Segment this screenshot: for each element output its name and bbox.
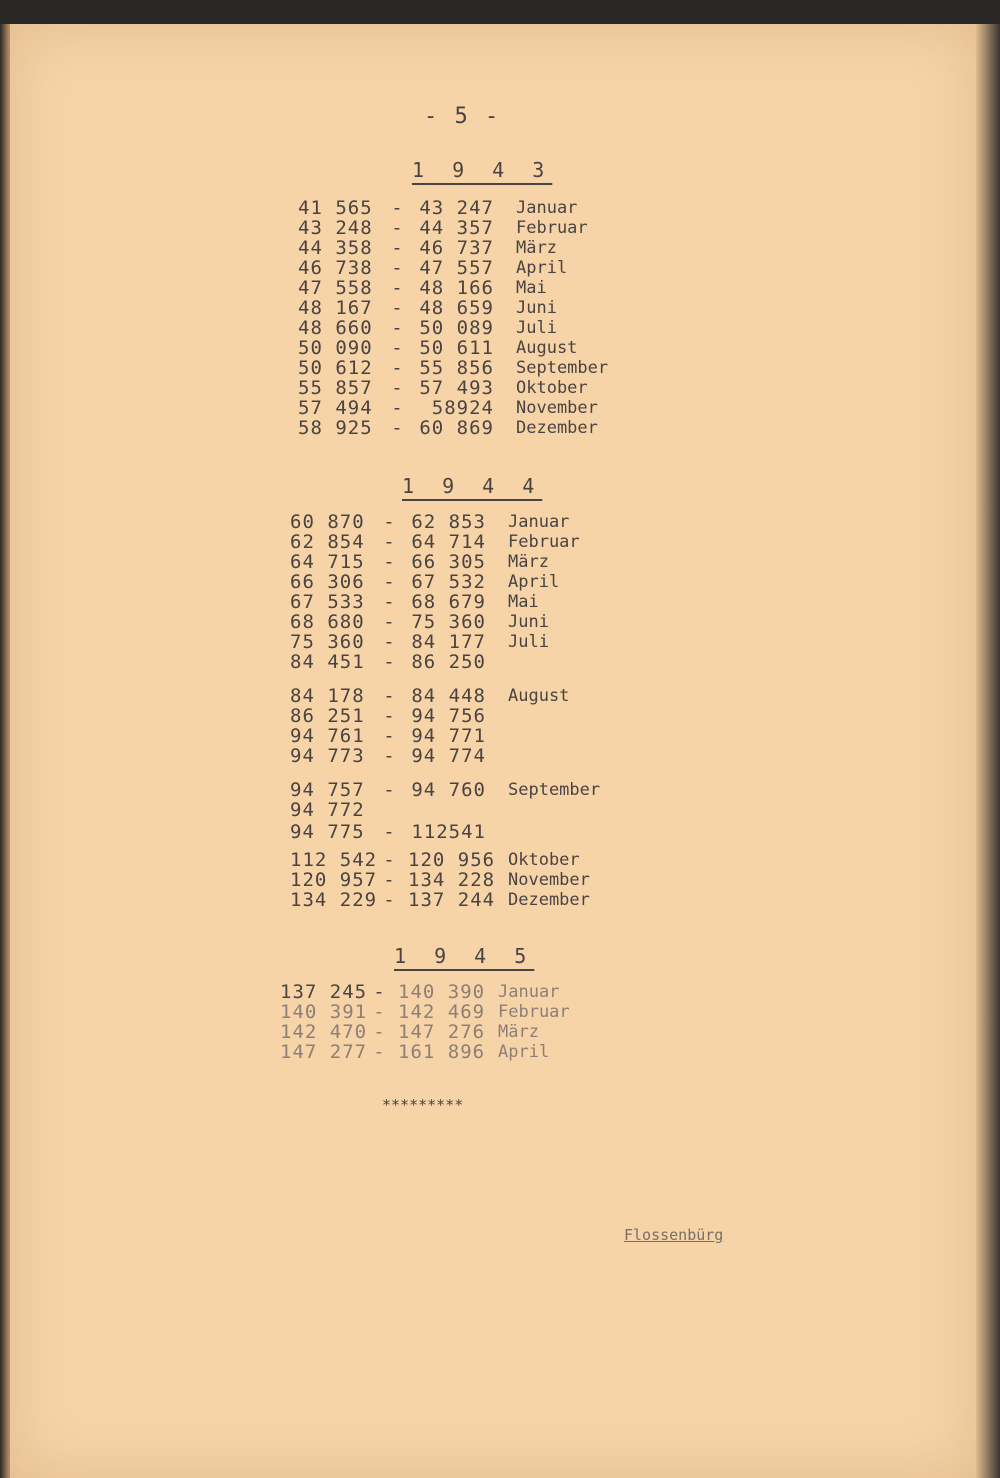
range-dash: - bbox=[383, 685, 395, 707]
range-start: 94 775 bbox=[290, 821, 365, 843]
year-heading-1944: 1 9 4 4 bbox=[402, 474, 543, 498]
range-end: 120 956 bbox=[408, 849, 496, 871]
range-dash: - bbox=[383, 631, 395, 653]
range-end: 46 737 bbox=[419, 237, 494, 259]
range-end: 140 390 bbox=[398, 981, 486, 1003]
range-start: 84 451 bbox=[290, 651, 365, 673]
range-start: 46 738 bbox=[298, 257, 373, 279]
range-start: 68 680 bbox=[290, 611, 365, 633]
range-dash: - bbox=[391, 377, 403, 399]
range-end: 134 228 bbox=[408, 869, 496, 891]
range-dash: - bbox=[391, 277, 403, 299]
range-end: 75 360 bbox=[411, 611, 486, 633]
separator-stars: ********* bbox=[382, 1096, 464, 1114]
month-label: Mai bbox=[516, 278, 547, 298]
range-end: 94 760 bbox=[411, 779, 486, 801]
range-end: 86 250 bbox=[411, 651, 486, 673]
range-end: 67 532 bbox=[411, 571, 486, 593]
range-end: 48 166 bbox=[419, 277, 494, 299]
range-end: 94 771 bbox=[411, 725, 486, 747]
range-dash: - bbox=[391, 257, 403, 279]
range-dash: - bbox=[391, 297, 403, 319]
range-end: 112541 bbox=[411, 821, 486, 843]
range-start: 140 391 bbox=[280, 1001, 368, 1023]
range-dash: - bbox=[373, 1021, 385, 1043]
month-label: Dezember bbox=[516, 418, 598, 438]
range-end: 55 856 bbox=[419, 357, 494, 379]
month-label: Februar bbox=[498, 1002, 570, 1022]
range-dash: - bbox=[391, 237, 403, 259]
range-dash: - bbox=[391, 217, 403, 239]
range-start: 44 358 bbox=[298, 237, 373, 259]
month-label: Mai bbox=[508, 592, 539, 612]
range-end: 47 557 bbox=[419, 257, 494, 279]
range-start: 62 854 bbox=[290, 531, 365, 553]
range-end: 142 469 bbox=[398, 1001, 486, 1023]
range-end: 64 714 bbox=[411, 531, 486, 553]
range-start: 94 761 bbox=[290, 725, 365, 747]
month-label: Februar bbox=[508, 532, 580, 552]
range-dash: - bbox=[373, 981, 385, 1003]
range-start: 137 245 bbox=[280, 981, 368, 1003]
month-label: April bbox=[498, 1042, 550, 1062]
range-end: 137 244 bbox=[408, 889, 496, 911]
range-end: 84 177 bbox=[411, 631, 486, 653]
range-dash: - bbox=[373, 1001, 385, 1023]
month-label: April bbox=[508, 572, 560, 592]
month-label: Januar bbox=[498, 982, 560, 1002]
range-dash: - bbox=[383, 849, 395, 871]
range-start: 120 957 bbox=[290, 869, 378, 891]
range-dash: - bbox=[383, 889, 395, 911]
year-heading-1945: 1 9 4 5 bbox=[394, 944, 535, 968]
range-start: 47 558 bbox=[298, 277, 373, 299]
range-start: 64 715 bbox=[290, 551, 365, 573]
month-label: September bbox=[516, 358, 609, 378]
range-end: 44 357 bbox=[419, 217, 494, 239]
range-dash: - bbox=[391, 197, 403, 219]
range-start: 41 565 bbox=[298, 197, 373, 219]
document-page bbox=[10, 24, 978, 1478]
range-end: 48 659 bbox=[419, 297, 494, 319]
range-dash: - bbox=[391, 317, 403, 339]
range-start: 48 167 bbox=[298, 297, 373, 319]
month-label: März bbox=[508, 552, 549, 572]
page-edge bbox=[976, 24, 1000, 1478]
range-dash: - bbox=[383, 779, 395, 801]
range-dash: - bbox=[383, 551, 395, 573]
range-end: 66 305 bbox=[411, 551, 486, 573]
month-label: März bbox=[498, 1022, 539, 1042]
range-start: 67 533 bbox=[290, 591, 365, 613]
range-dash: - bbox=[383, 531, 395, 553]
month-label: November bbox=[508, 870, 590, 890]
range-start: 50 612 bbox=[298, 357, 373, 379]
range-dash: - bbox=[383, 651, 395, 673]
month-label: April bbox=[516, 258, 568, 278]
month-label: März bbox=[516, 238, 557, 258]
range-dash: - bbox=[391, 397, 403, 419]
range-end: 62 853 bbox=[411, 511, 486, 533]
range-end: 58924 bbox=[431, 397, 494, 419]
range-start: 84 178 bbox=[290, 685, 365, 707]
range-end: 68 679 bbox=[411, 591, 486, 613]
month-label: November bbox=[516, 398, 598, 418]
range-end: 43 247 bbox=[419, 197, 494, 219]
range-dash: - bbox=[391, 417, 403, 439]
range-start: 94 772 bbox=[290, 799, 365, 821]
range-end: 57 493 bbox=[419, 377, 494, 399]
range-start: 60 870 bbox=[290, 511, 365, 533]
range-start: 94 757 bbox=[290, 779, 365, 801]
range-end: 50 089 bbox=[419, 317, 494, 339]
range-start: 142 470 bbox=[280, 1021, 368, 1043]
range-start: 55 857 bbox=[298, 377, 373, 399]
page-number: - 5 - bbox=[424, 104, 501, 129]
month-label: Juni bbox=[516, 298, 557, 318]
range-dash: - bbox=[383, 611, 395, 633]
range-end: 94 756 bbox=[411, 705, 486, 727]
month-label: Juli bbox=[508, 632, 549, 652]
range-start: 147 277 bbox=[280, 1041, 368, 1063]
range-dash: - bbox=[391, 337, 403, 359]
range-start: 86 251 bbox=[290, 705, 365, 727]
range-dash: - bbox=[373, 1041, 385, 1063]
range-dash: - bbox=[383, 511, 395, 533]
month-label: Oktober bbox=[516, 378, 588, 398]
month-label: Oktober bbox=[508, 850, 580, 870]
range-end: 84 448 bbox=[411, 685, 486, 707]
range-start: 43 248 bbox=[298, 217, 373, 239]
month-label: Januar bbox=[516, 198, 578, 218]
month-label: September bbox=[508, 780, 601, 800]
month-label: August bbox=[508, 686, 570, 706]
range-end: 161 896 bbox=[398, 1041, 486, 1063]
month-label: Juni bbox=[508, 612, 549, 632]
month-label: Juli bbox=[516, 318, 557, 338]
month-label: Dezember bbox=[508, 890, 590, 910]
range-start: 75 360 bbox=[290, 631, 365, 653]
range-dash: - bbox=[383, 745, 395, 767]
range-start: 94 773 bbox=[290, 745, 365, 767]
month-label: August bbox=[516, 338, 578, 358]
month-label: Februar bbox=[516, 218, 588, 238]
range-start: 134 229 bbox=[290, 889, 378, 911]
range-start: 58 925 bbox=[298, 417, 373, 439]
range-dash: - bbox=[383, 821, 395, 843]
footer-place: Flossenbürg bbox=[624, 1226, 724, 1244]
range-start: 112 542 bbox=[290, 849, 378, 871]
range-dash: - bbox=[383, 725, 395, 747]
range-end: 60 869 bbox=[419, 417, 494, 439]
range-end: 94 774 bbox=[411, 745, 486, 767]
range-dash: - bbox=[383, 705, 395, 727]
range-end: 147 276 bbox=[398, 1021, 486, 1043]
range-end: 50 611 bbox=[419, 337, 494, 359]
range-dash: - bbox=[391, 357, 403, 379]
range-start: 50 090 bbox=[298, 337, 373, 359]
year-heading-1943: 1 9 4 3 bbox=[412, 158, 553, 182]
range-dash: - bbox=[383, 591, 395, 613]
month-label: Januar bbox=[508, 512, 570, 532]
range-dash: - bbox=[383, 571, 395, 593]
range-start: 57 494 bbox=[298, 397, 373, 419]
range-start: 66 306 bbox=[290, 571, 365, 593]
range-dash: - bbox=[383, 869, 395, 891]
range-start: 48 660 bbox=[298, 317, 373, 339]
